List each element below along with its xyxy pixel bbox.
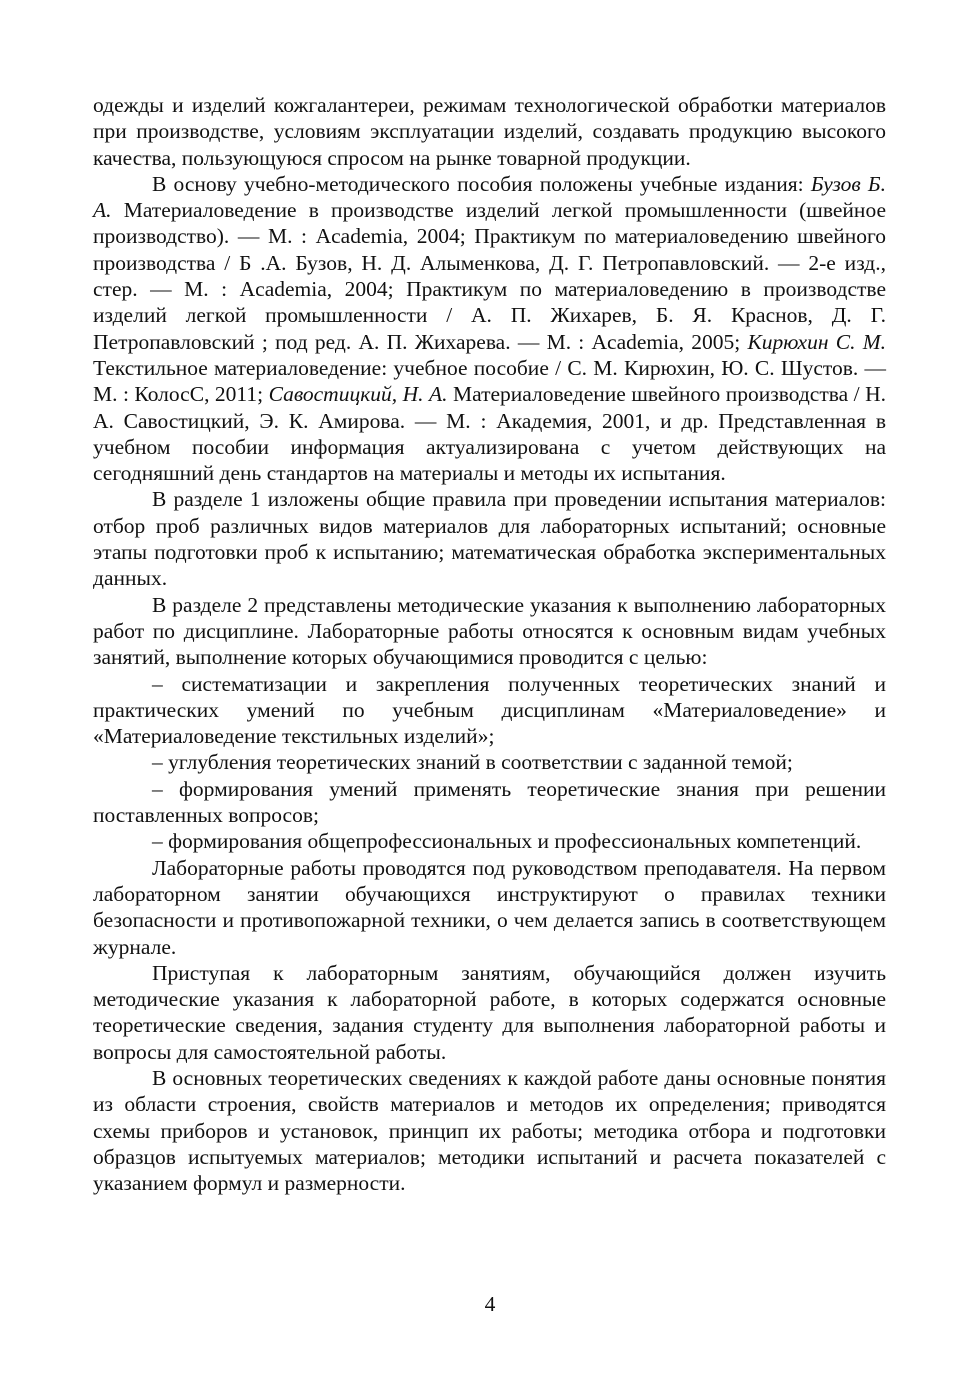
- paragraph-intro-continuation: одежды и изделий кожгалантереи, режимам технологической обработки материалов при производстве, условиям эксплуатации изделий, создавать продукцию высокого качества, пользующуюся спросом на рынке товарной продукции.: [93, 93, 886, 170]
- page-body: [93, 92, 886, 1196]
- sources-text-3: Материаловедение швейного производства / Н. А. Савостицкий, Э. К. Амирова. — М. : Академия, 2001, и др. Представленная в учебном пособии информация актуализирована с учетом действующих на сегодняшний день стандартов на материалы и методы их испытания.: [93, 382, 886, 486]
- paragraph-theory: В основных теоретических сведениях к каждой работе даны основные понятия из области строения, свойств материалов и методов их определения; приводятся схемы приборов и установок, принцип их работы; методика отбора и подготовки образцов испытуемых материалов; методики испытаний и расчета показателей с указанием формул и размерности.: [93, 1065, 886, 1196]
- paragraph-supervision: Лабораторные работы проводятся под руководством преподавателя. На первом лабораторном занятии обучающихся инструктируют о правилах техники безопасности и противопожарной техники, о чем делается запись в соответствующем журнале.: [93, 855, 886, 959]
- paragraph-sources: [93, 171, 886, 487]
- paragraph-section-2: В разделе 2 представлены методические указания к выполнению лабораторных работ по дисциплине. Лабораторные работы относятся к основным видам учебных занятий, выполнение которых обучающимися проводится с целью:: [93, 592, 886, 670]
- list-item-deepening: – углубления теоретических знаний в соответствии с заданной темой;: [152, 750, 793, 775]
- list-item-systematization: – систематизации и закрепления полученных теоретических знаний и практических умений по учебным дисциплинам «Материаловедение» и «Материаловедение текстильных изделий»;: [93, 671, 886, 749]
- list-item-competencies: – формирования общепрофессиональных и профессиональных компетенций.: [152, 829, 862, 854]
- author-buzov: Бузов Б. А.: [93, 171, 886, 223]
- sources-lead-text: В основу учебно-методического пособия положены учебные издания:: [152, 171, 811, 196]
- paragraph-section-1: В разделе 1 изложены общие правила при проведении испытания материалов: отбор проб различных видов материалов для лабораторных испытаний; основные этапы подготовки проб к испытанию; математическая обработка экспериментальных данных.: [93, 487, 886, 591]
- sources-text-2: Текстильное материаловедение: учебное пособие / С. М. Кирюхин, Ю. С. Шустов. — М. : КолосС, 2011;: [93, 355, 886, 407]
- author-savostitsky: Савостицкий, Н. А.: [268, 382, 448, 407]
- sources-text-1: Материаловедение в производстве изделий легкой промышленности (швейное производство). — М. : Academia, 2004; Практикум по материаловедению швейного производства / Б .А. Бузов, Н. Д. Алыменкова, Д. Г. Петропавловский. — 2-е изд., стер. — М. : Academia, 2004; Практикум по материаловедению в производстве изделий легкой промышленности / А. П. Жихарев, Б. Я. Краснов, Д. Г. Петропавловский ; под ред. А. П. Жихарева. — М. : Academia, 2005;: [93, 198, 886, 354]
- author-kiryukhin: Кирюхин С. М.: [747, 329, 886, 354]
- paragraph-preparation: Приступая к лабораторным занятиям, обучающийся должен изучить методические указания к лабораторной работе, в которых содержатся основные теоретические сведения, задания студенту для выполнения лабораторной работы и вопросы для самостоятельной работы.: [93, 960, 886, 1064]
- page-number: 4: [484, 1292, 496, 1316]
- list-item-skills: – формирования умений применять теоретические знания при решении поставленных вопросов;: [93, 776, 886, 828]
